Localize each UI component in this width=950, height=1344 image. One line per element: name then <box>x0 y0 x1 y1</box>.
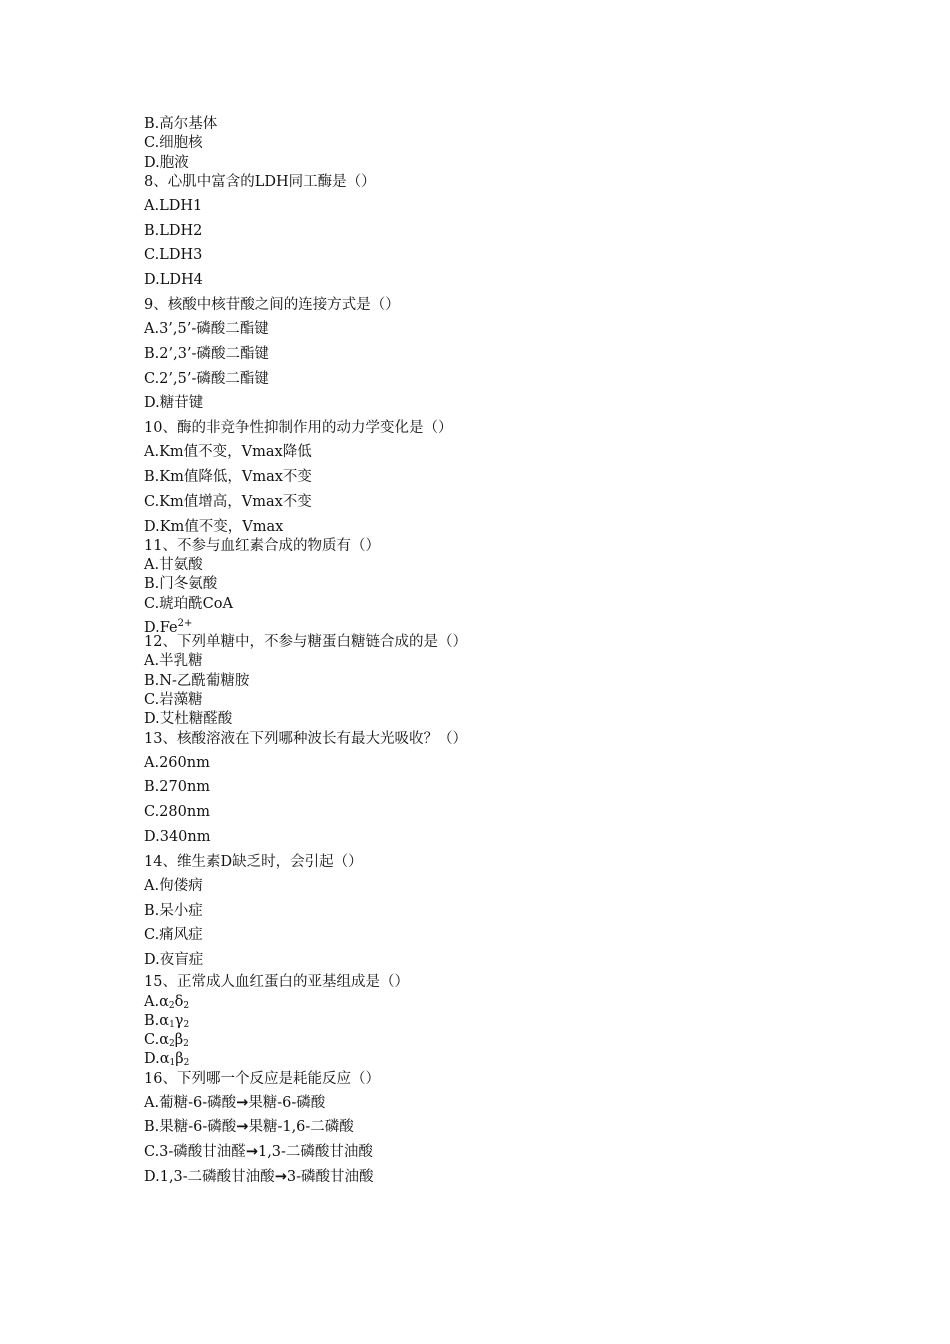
option-line: A.甘氨酸 <box>144 556 203 573</box>
option-line: D.340nm <box>144 829 211 846</box>
option-line: A.佝偻病 <box>144 877 203 894</box>
reactant: B.果糖-6-磷酸 <box>144 1119 237 1136</box>
option-line <box>144 1094 904 1119</box>
option-line <box>144 614 904 636</box>
option-line: A.半乳糖 <box>144 653 203 670</box>
question-9-title: 9、核酸中核苷酸之间的连接方式是（） <box>144 297 400 314</box>
option-prefix: B. <box>144 1012 160 1029</box>
question-13-title: 13、核酸溶液在下列哪种波长有最大光吸收？（） <box>144 730 467 747</box>
option-line: C.琥珀酰CoA <box>144 595 233 612</box>
subscript: 1 <box>169 1019 175 1030</box>
option-line: D.胞液 <box>144 154 189 171</box>
option-line: B.N-乙酰葡糖胺 <box>144 672 250 689</box>
option-line: B.Km值降低，Vmax不变 <box>144 469 312 486</box>
option-line: C.痛风症 <box>144 927 203 944</box>
option-line: A.260nm <box>144 754 210 771</box>
option-d-text: D.Fe <box>144 619 178 636</box>
greek-letter: α <box>159 993 169 1010</box>
subscript: 2 <box>183 1058 190 1069</box>
arrow-right-icon: → <box>274 1169 287 1186</box>
option-line: B.高尔基体 <box>144 116 218 132</box>
greek-letter: α <box>159 1012 170 1029</box>
question-10-title: 10、酶的非竞争性抑制作用的动力学变化是（） <box>144 420 453 437</box>
option-line: C.280nm <box>144 804 210 821</box>
arrow-right-icon: → <box>236 1119 249 1136</box>
question-15-title: 15、正常成人血红蛋白的亚基组成是（） <box>144 974 409 991</box>
option-line: B.呆小症 <box>144 902 203 919</box>
option-prefix: D. <box>144 1051 160 1068</box>
option-line: B.2’,3’-磷酸二酯键 <box>144 345 269 362</box>
option-line: C.岩藻糖 <box>144 692 203 709</box>
subscript: 2 <box>183 1039 189 1050</box>
question-12-title: 12、下列单糖中，不参与糖蛋白糖链合成的是（） <box>144 634 467 651</box>
option-line: D.糖苷键 <box>144 395 204 412</box>
reactant: A.葡糖-6-磷酸 <box>144 1094 237 1111</box>
superscript: 2+ <box>177 617 193 629</box>
option-line: C.2’,5’-磷酸二酯键 <box>144 370 269 387</box>
option-line: D.艾杜糖醛酸 <box>144 711 233 728</box>
greek-letter: β <box>175 1051 184 1068</box>
question-14-title: 14、维生素D缺乏时，会引起（） <box>144 853 363 870</box>
option-line <box>144 1012 904 1031</box>
greek-letter: α <box>159 1051 170 1068</box>
option-line <box>144 1050 904 1069</box>
subscript: 2 <box>168 1000 175 1011</box>
option-line: C.Km值增高，Vmax不变 <box>144 493 312 510</box>
question-16-title: 16、下列哪一个反应是耗能反应（） <box>144 1070 380 1087</box>
product: 果糖-6-磷酸 <box>248 1094 326 1111</box>
option-line: C.细胞核 <box>144 135 203 152</box>
product: 果糖-1,6-二磷酸 <box>248 1119 354 1136</box>
reactant: D.1,3-二磷酸甘油酸 <box>144 1169 275 1186</box>
option-prefix: C. <box>144 1032 160 1049</box>
greek-letter: δ <box>174 993 184 1010</box>
option-line <box>144 993 904 1012</box>
option-line: C.LDH3 <box>144 247 203 264</box>
option-line <box>144 1118 904 1143</box>
option-line: B.LDH2 <box>144 222 203 239</box>
option-line: D.Km值不变，Vmax <box>144 518 284 535</box>
option-line <box>144 1143 904 1168</box>
question-11-title: 11、不参与血红素合成的物质有（） <box>144 537 380 554</box>
product: 1,3-二磷酸甘油酸 <box>257 1144 373 1161</box>
subscript: 2 <box>183 1000 190 1011</box>
option-line: A.Km值不变，Vmax降低 <box>144 444 312 461</box>
arrow-right-icon: → <box>245 1144 258 1161</box>
greek-letter: β <box>174 1032 184 1049</box>
greek-letter: α <box>159 1032 169 1049</box>
option-prefix: A. <box>144 993 160 1010</box>
arrow-right-icon: → <box>236 1094 249 1111</box>
option-line: D.LDH4 <box>144 272 203 289</box>
greek-letter: γ <box>174 1012 184 1029</box>
question-8-title: 8、心肌中富含的LDH同工酶是（） <box>144 173 376 190</box>
option-line: A.3’,5’-磷酸二酯键 <box>144 321 269 338</box>
product: 3-磷酸甘油酸 <box>286 1169 374 1186</box>
subscript: 1 <box>169 1058 176 1069</box>
option-line: B.270nm <box>144 779 211 796</box>
reactant: C.3-磷酸甘油醛 <box>144 1144 246 1161</box>
option-line <box>144 1031 904 1050</box>
subscript: 2 <box>168 1039 175 1050</box>
option-line: B.门冬氨酸 <box>144 576 218 593</box>
option-line <box>144 1168 904 1193</box>
subscript: 2 <box>183 1019 190 1030</box>
option-line: D.夜盲症 <box>144 952 204 969</box>
option-line: A.LDH1 <box>144 197 203 214</box>
document-body <box>144 115 904 1193</box>
